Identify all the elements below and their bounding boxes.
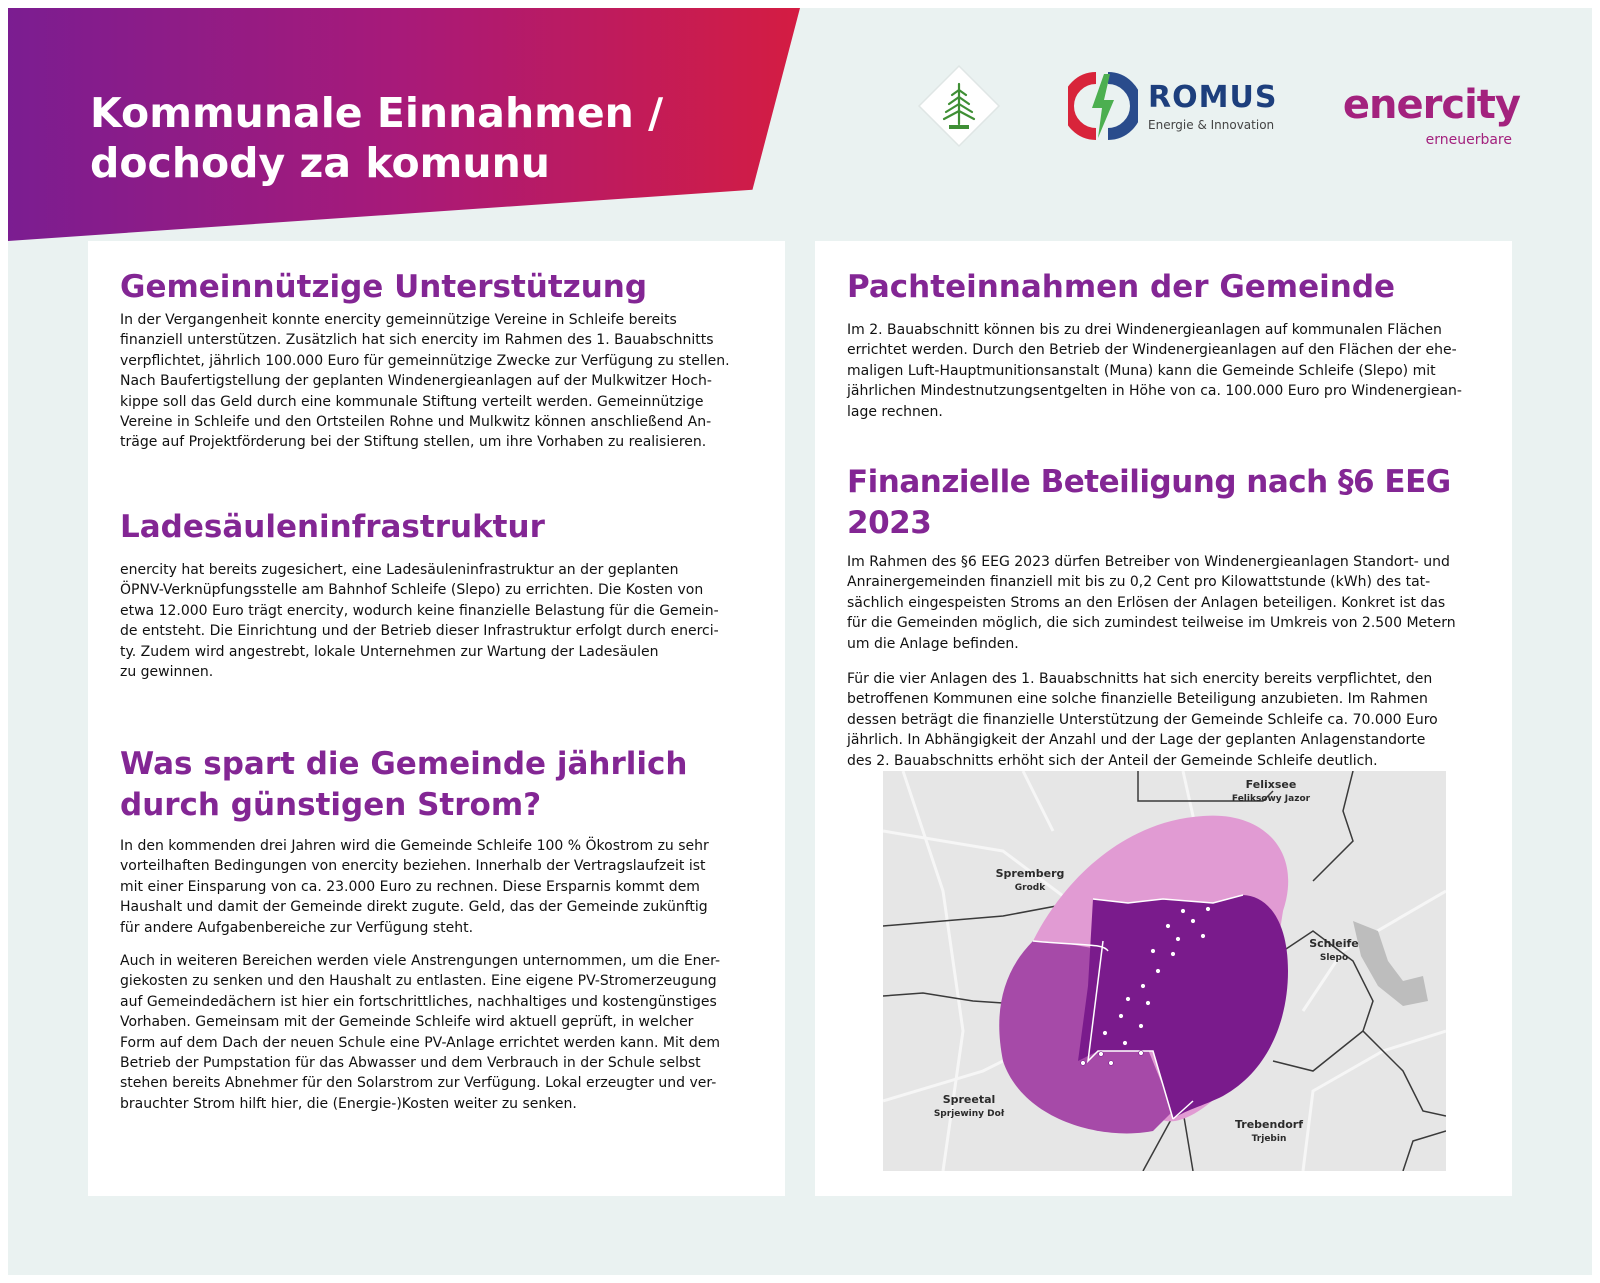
- romus-name: ROMUS: [1148, 80, 1278, 115]
- section-text: In den kommenden drei Jahren wird die Gemeinde Schleife 100 % Ökostrom zu sehr vorteilhaften Bedingungen von enercity beziehen. Innerhalb der Vertragslaufzeit ist mit einer Einsparung von ca. 23.000 Euro zu rechnen. Diese Ersparnis kommt dem Haushalt und damit der Gemeinde direkt zugute. Geld, das der Gemeinde zukünftig für andere Aufgabenbereiche zur Verfügung steht.: [120, 838, 709, 936]
- section-gemeinnuetzig: [120, 267, 760, 453]
- map-label-spreetal-sub: Sprjewiny Doł: [933, 1109, 1005, 1119]
- enercity-subtitle: erneuerbare: [1425, 132, 1512, 148]
- map-label-trebendorf: Trebendorf: [1235, 1118, 1303, 1131]
- section-heading: Ladesäuleninfrastruktur: [120, 509, 545, 545]
- map-label-spreetal: Spreetal: [942, 1093, 996, 1106]
- section-eeg: [847, 462, 1487, 771]
- section-heading: Gemeinnützige Unterstützung: [120, 269, 648, 305]
- map-label-felixsee: Felixsee: [1245, 778, 1297, 791]
- map-label-trebendorf-sub: Trjebin: [1251, 1134, 1287, 1144]
- section-text: Für die vier Anlagen des 1. Bauabschnitts hat sich enercity bereits verpflichtet, den betroffenen Kommunen eine solche finanzielle Beteiligung anzubieten. Im Rahmen dessen beträgt die finanzielle Unterstützung der Gemeinde Schleife ca. 70.000 Euro jährlich. In Abhängigkeit der Anzahl und der Lage der geplanten Anlagenstandorte des 2. Bauabschnitts erhöht sich der Anteil der Gemeinde Schleife deutlich.: [847, 671, 1438, 769]
- left-panel: [88, 241, 785, 1196]
- section-text: Im Rahmen des §6 EEG 2023 dürfen Betreiber von Windenergieanlagen Standort- und Anrainergemeinden finanziell mit bis zu 0,2 Cent pro Kilowattstunde (kWh) des tat- sächlich eingespeisten Stroms an den Erlösen der Anlagen beteiligen. Konkret ist das für die Gemeinden möglich, die sich zumindest teilweise im Umkreis von 2.500 Metern um die Anlage befinden.: [847, 554, 1456, 652]
- romus-subtitle: Energie & Innovation: [1148, 118, 1275, 132]
- section-strom: [120, 744, 760, 1114]
- section-text: In der Vergangenheit konnte enercity gemeinnützige Vereine in Schleife bereits finanziell unterstützen. Zusätzlich hat sich enercity im Rahmen des 1. Bauabschnitts verpflichtet, jährlich 100.000 Euro für gemeinnützige Zwecke zur Verfügung zu stellen. Nach Baufertigstellung der geplanten Windenergieanlagen auf der Mulkwitzer Hoch- kippe soll das Geld durch eine kommunale Stiftung verteilt werden. Gemeinnützige Vereine in Schleife und den Ortsteilen Rohne und Mulkwitz können anschließend An- träge auf Projektförderung bei der Stiftung stellen, um ihre Vorhaben zu realisieren.: [120, 312, 730, 451]
- map-label-schleife: Schleife: [1309, 937, 1359, 950]
- romus-logo: [1068, 70, 1288, 140]
- map-label-schleife-sub: Slepo: [1319, 953, 1349, 963]
- section-heading: Pachteinnahmen der Gemeinde: [847, 269, 1396, 305]
- section-heading: Finanzielle Beteiligung nach §6 EEG 2023: [847, 464, 1451, 541]
- map-label-spremberg: Spremberg: [995, 867, 1065, 880]
- section-text: Im 2. Bauabschnitt können bis zu drei Windenergieanlagen auf kommunalen Flächen errichtet werden. Durch den Betrieb der Windenergieanlagen auf den Flächen der ehe- maligen Luft-Hauptmunitionsanstalt (Muna) kann die Gemeinde Schleife (Slepo) mit jährlichen Mindestnutzungsentgelten in Höhe von ca. 100.000 Euro pro Windenergiean- lage rechnen.: [847, 322, 1462, 420]
- enercity-name: enercity: [1342, 82, 1520, 128]
- page-title-line1: Kommunale Einnahmen /: [90, 89, 664, 137]
- page-title: [90, 88, 730, 188]
- map-label-spremberg-sub: Grodk: [1014, 883, 1046, 893]
- enercity-logo: [1340, 82, 1520, 152]
- romus-logo-icon: [1068, 70, 1138, 142]
- section-text: Auch in weiteren Bereichen werden viele Anstrengungen unternommen, um die Ener- giekosten zu senken und den Haushalt zu entlasten. Eine eigene PV-Stromerzeugung auf Gemeindedächern ist hier ein fortschrittliches, nachhaltiges und kostengünstiges Vorhaben. Gemeinsam mit der Gemeinde Schleife wird aktuell geprüft, in welcher Form auf dem Dach der neuen Schule eine PV-Anlage errichtet werden kann. Mit dem Betrieb der Pumpstation für das Abwasser und dem Verbrauch in der Schule selbst stehen bereits Abnehmer für den Solarstrom zur Verfügung. Lokal erzeugter und ver- brauchter Strom hilft hier, die (Energie-)Kosten weiter zu senken.: [120, 953, 721, 1112]
- map-label-felixsee-sub: Feliksowy Jazor: [1231, 794, 1311, 804]
- tree-logo-icon: [917, 64, 1001, 148]
- right-panel: [815, 241, 1512, 1196]
- section-pachteinnahmen: [847, 267, 1487, 422]
- section-ladesaeulen: [120, 507, 760, 682]
- location-map: [883, 771, 1446, 1171]
- page-title-line2: dochody za komunu: [90, 139, 550, 187]
- section-heading: Was spart die Gemeinde jährlich durch günstigen Strom?: [120, 746, 688, 823]
- section-text: enercity hat bereits zugesichert, eine Ladesäuleninfrastruktur an der geplanten ÖPNV-Verknüpfungsstelle am Bahnhof Schleife (Slepo) zu errichten. Die Kosten von etwa 12.000 Euro trägt enercity, wodurch keine finanzielle Belastung für die Gemein- de entsteht. Die Einrichtung und der Betrieb dieser Infrastruktur erfolgt durch enerci- ty. Zudem wird angestrebt, lokale Unternehmen zur Wartung der Ladesäulen zu gewinnen.: [120, 562, 719, 681]
